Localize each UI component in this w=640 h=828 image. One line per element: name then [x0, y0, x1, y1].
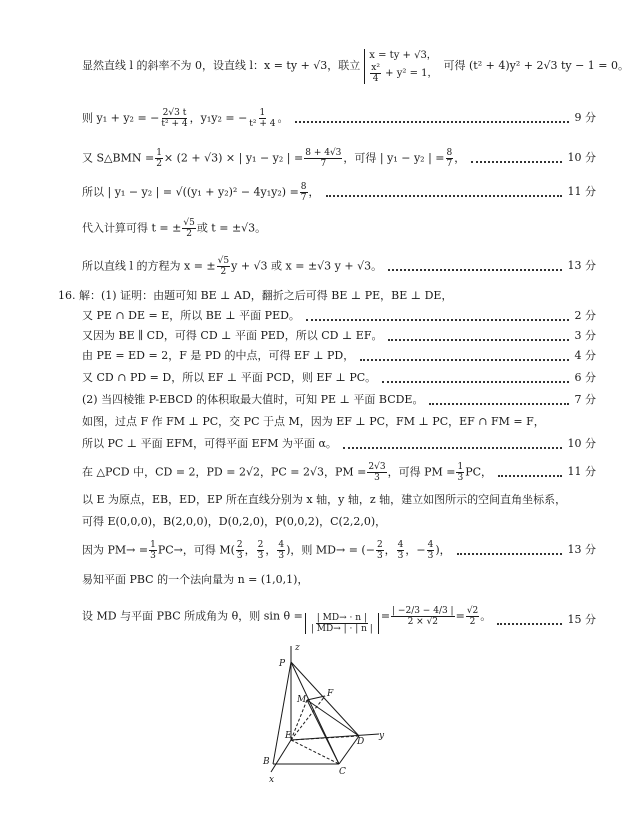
y-axis	[291, 734, 379, 740]
q16-line-13: 设 MD 与平面 PBC 所成角为 θ，则 sin θ = $\frac{| MD\to \cdot n |}{| MD\to | \cdot | n |}$ = $\frac{| -2/3 - 4/3 |}{2 \times √2}$ = $\frac{√2}{2}$ 。 15 分	[82, 606, 596, 634]
q16-line-4: 又 CD ∩ PD = D，所以 EF ⊥ 平面 PCD，则 EF ⊥ PC。 6 分	[82, 368, 596, 388]
label-D: D	[357, 737, 365, 747]
leader-dots	[497, 622, 561, 625]
line-text: 所以直线 l 的方程为 x = ± $\frac{√5}{2}$ y + √3 或 x = ±√3 y + √3。	[82, 255, 383, 277]
score-label: 10 分	[567, 437, 596, 450]
label-x: x	[269, 775, 275, 785]
score-label: 10 分	[567, 151, 596, 164]
q16-line-2: 又因为 BE ∥ CD，可得 CD ⊥ 平面 PED，所以 CD ⊥ EF。 3 分	[82, 326, 596, 346]
solution-line-t	[82, 218, 596, 238]
score-label: 6 分	[574, 371, 596, 384]
q16-line-7: 所以 PC ⊥ 平面 EFM，可得平面 EFM 为平面 α。 10 分	[82, 434, 596, 454]
score-label: 15 分	[567, 613, 596, 626]
label-E: E	[285, 731, 292, 741]
system-eq-1: x = ty + √3，	[369, 49, 437, 61]
score-label: 7 分	[574, 393, 596, 406]
q16-line-9: 以 E 为原点，EB，ED，EP 所在直线分别为 x 轴，y 轴，z 轴，建立如图所示的空间直角坐标系，	[82, 493, 567, 506]
q16-line-10: 可得 E(0,0,0)，B(2,0,0)，D(0,2,0)，P(0,0,2)，C(2,2,0)，	[82, 515, 387, 528]
line-text: 则 y₁ + y₂ = − $\frac{2√3 t}{\text{t² + 4}}$ ，y₁y₂ = − $\frac{1}{\text{t² + 4}}$ 。	[82, 107, 289, 129]
system-eq-2: $\frac{\text{x²}}{4}$ + y² = 1，	[371, 62, 438, 84]
line-text-tail: 可得 (t² + 4)y² + 2√3 ty − 1 = 0。	[443, 59, 630, 72]
label-y: y	[379, 731, 385, 741]
solution-line-equation	[82, 256, 596, 276]
solution-line-area	[82, 148, 596, 168]
label-B: B	[263, 757, 270, 767]
leader-dots	[306, 318, 569, 321]
leader-dots	[343, 446, 562, 449]
label-C: C	[339, 767, 346, 777]
line-text: 又 S△BMN = $\frac{1}{2}$ × (2 + √3) × | y₁ − y₂ | = $\frac{8 + 4√3}{7}$ ，可得 | y₁ − y₂ | = $\frac{8}{7}$ ，	[82, 147, 466, 169]
label-P: P	[279, 659, 286, 669]
solution-line-vieta	[82, 108, 596, 128]
leader-dots	[457, 552, 562, 555]
line-text: 显然直线 l 的斜率不为 0，设直线 l：x = ty + √3，联立	[82, 59, 361, 72]
q16-line-12: 易知平面 PBC 的一个法向量为 n = (1,0,1)，	[82, 573, 309, 586]
equation-system	[364, 49, 437, 84]
score-label: 2 分	[574, 309, 596, 322]
score-label: 11 分	[567, 185, 596, 198]
leader-dots	[498, 474, 561, 477]
label-F: F	[327, 689, 334, 699]
score-label: 13 分	[567, 259, 596, 272]
q16-line-1: 又 PE ∩ DE = E，所以 BE ⊥ 平面 PED。 2 分	[82, 306, 596, 326]
line-text: 所以 | y₁ − y₂ | = √((y₁ + y₂)² − 4y₁y₂) = $\frac{8}{7}$ ，	[82, 181, 320, 203]
q16-line-5: (2) 当四棱锥 P-EBCD 的体积取最大值时，可知 PE ⊥ 平面 BCDE。 7 分	[82, 390, 596, 410]
leader-dots	[360, 358, 568, 361]
score-label: 11 分	[567, 465, 596, 478]
q16-line-3: 由 PE = ED = 2，F 是 PD 的中点，可得 EF ⊥ PD， 4 分	[82, 346, 596, 366]
q16-line-11: 因为 PM→ = $\frac{1}{3}$ PC→，可得 M( $\frac{2}{3}$ ， $\frac{2}{3}$ ， $\frac{4}{3}$ )，则 MD→ = (− $\frac{2}{3}$ ， $\frac{4}{3}$ ，− $\frac{4}{3}$ )， 13 分	[82, 539, 596, 561]
leader-dots	[326, 194, 562, 197]
score-label: 4 分	[574, 349, 596, 362]
leader-dots	[388, 338, 568, 341]
label-z: z	[295, 643, 300, 653]
q16-line-8: 在 △PCD 中，CD = 2，PD = 2√2，PC = 2√3，PM = $\frac{2√3}{3}$ ，可得 PM = $\frac{1}{3}$ PC， 11 分	[82, 461, 596, 483]
label-M: M	[297, 695, 307, 705]
line-text: 代入计算可得 t = ± $\frac{√5}{2}$ 或 t = ±√3。	[82, 217, 267, 239]
score-label: 9 分	[574, 111, 596, 124]
solution-line-diff	[82, 182, 596, 202]
pyramid-figure	[255, 640, 395, 790]
leader-dots	[471, 160, 561, 163]
solution-line-intersect	[82, 49, 630, 84]
score-label: 3 分	[574, 329, 596, 342]
q16-line-6: 如图，过点 F 作 FM ⊥ PC，交 PC 于点 M，因为 EF ⊥ PC，FM ⊥ PC，EF ∩ FM = F，	[82, 415, 545, 428]
score-label: 13 分	[567, 543, 596, 556]
leader-dots	[295, 120, 569, 123]
leader-dots	[429, 402, 568, 405]
leader-dots	[388, 268, 561, 271]
leader-dots	[382, 380, 568, 383]
q16-heading: 16. 解：(1) 证明：由题可知 BE ⊥ AD，翻折之后可得 BE ⊥ PE，BE ⊥ DE，	[58, 289, 453, 302]
